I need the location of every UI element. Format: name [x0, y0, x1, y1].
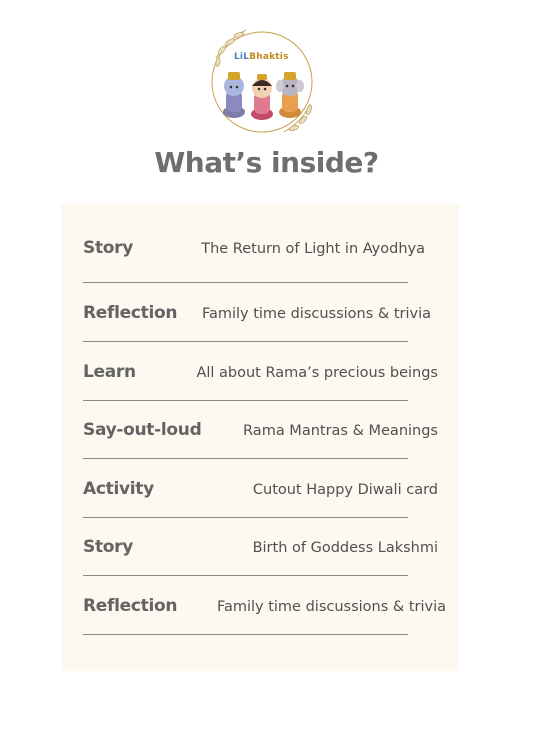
- row-divider: [83, 575, 408, 576]
- row-divider: [83, 341, 408, 342]
- contents-row: [61, 412, 459, 452]
- row-label: Reflection: [83, 303, 178, 323]
- row-description: Family time discussions & trivia: [216, 599, 446, 615]
- logo-wordmark: LiLBhaktis: [234, 52, 289, 62]
- row-divider: [83, 282, 408, 283]
- page-title: What’s inside?: [154, 146, 379, 179]
- logo-emblem: [206, 24, 318, 136]
- row-label: Say-out-loud: [83, 420, 202, 440]
- row-description: Cutout Happy Diwali card: [252, 482, 438, 498]
- contents-row: [61, 529, 459, 569]
- contents-row: [61, 471, 459, 511]
- row-description: Rama Mantras & Meanings: [243, 423, 438, 439]
- contents-row: [61, 295, 459, 335]
- row-description: Birth of Goddess Lakshmi: [252, 540, 438, 556]
- contents-row: [61, 588, 459, 628]
- row-label: Learn: [83, 362, 136, 382]
- row-label: Activity: [83, 479, 154, 499]
- row-label: Story: [83, 537, 134, 557]
- lilbhaktis-logo: [206, 24, 318, 136]
- row-divider: [83, 517, 408, 518]
- row-divider: [83, 458, 408, 459]
- row-label: Story: [83, 238, 134, 258]
- row-divider: [83, 634, 408, 635]
- row-description: All about Rama’s precious beings: [196, 365, 438, 381]
- row-description: Family time discussions & trivia: [201, 306, 431, 322]
- contents-row: [61, 354, 459, 394]
- contents-row: [61, 230, 459, 270]
- contents-panel: [61, 204, 459, 671]
- row-label: Reflection: [83, 596, 178, 616]
- row-description: The Return of Light in Ayodhya: [201, 241, 425, 257]
- row-divider: [83, 400, 408, 401]
